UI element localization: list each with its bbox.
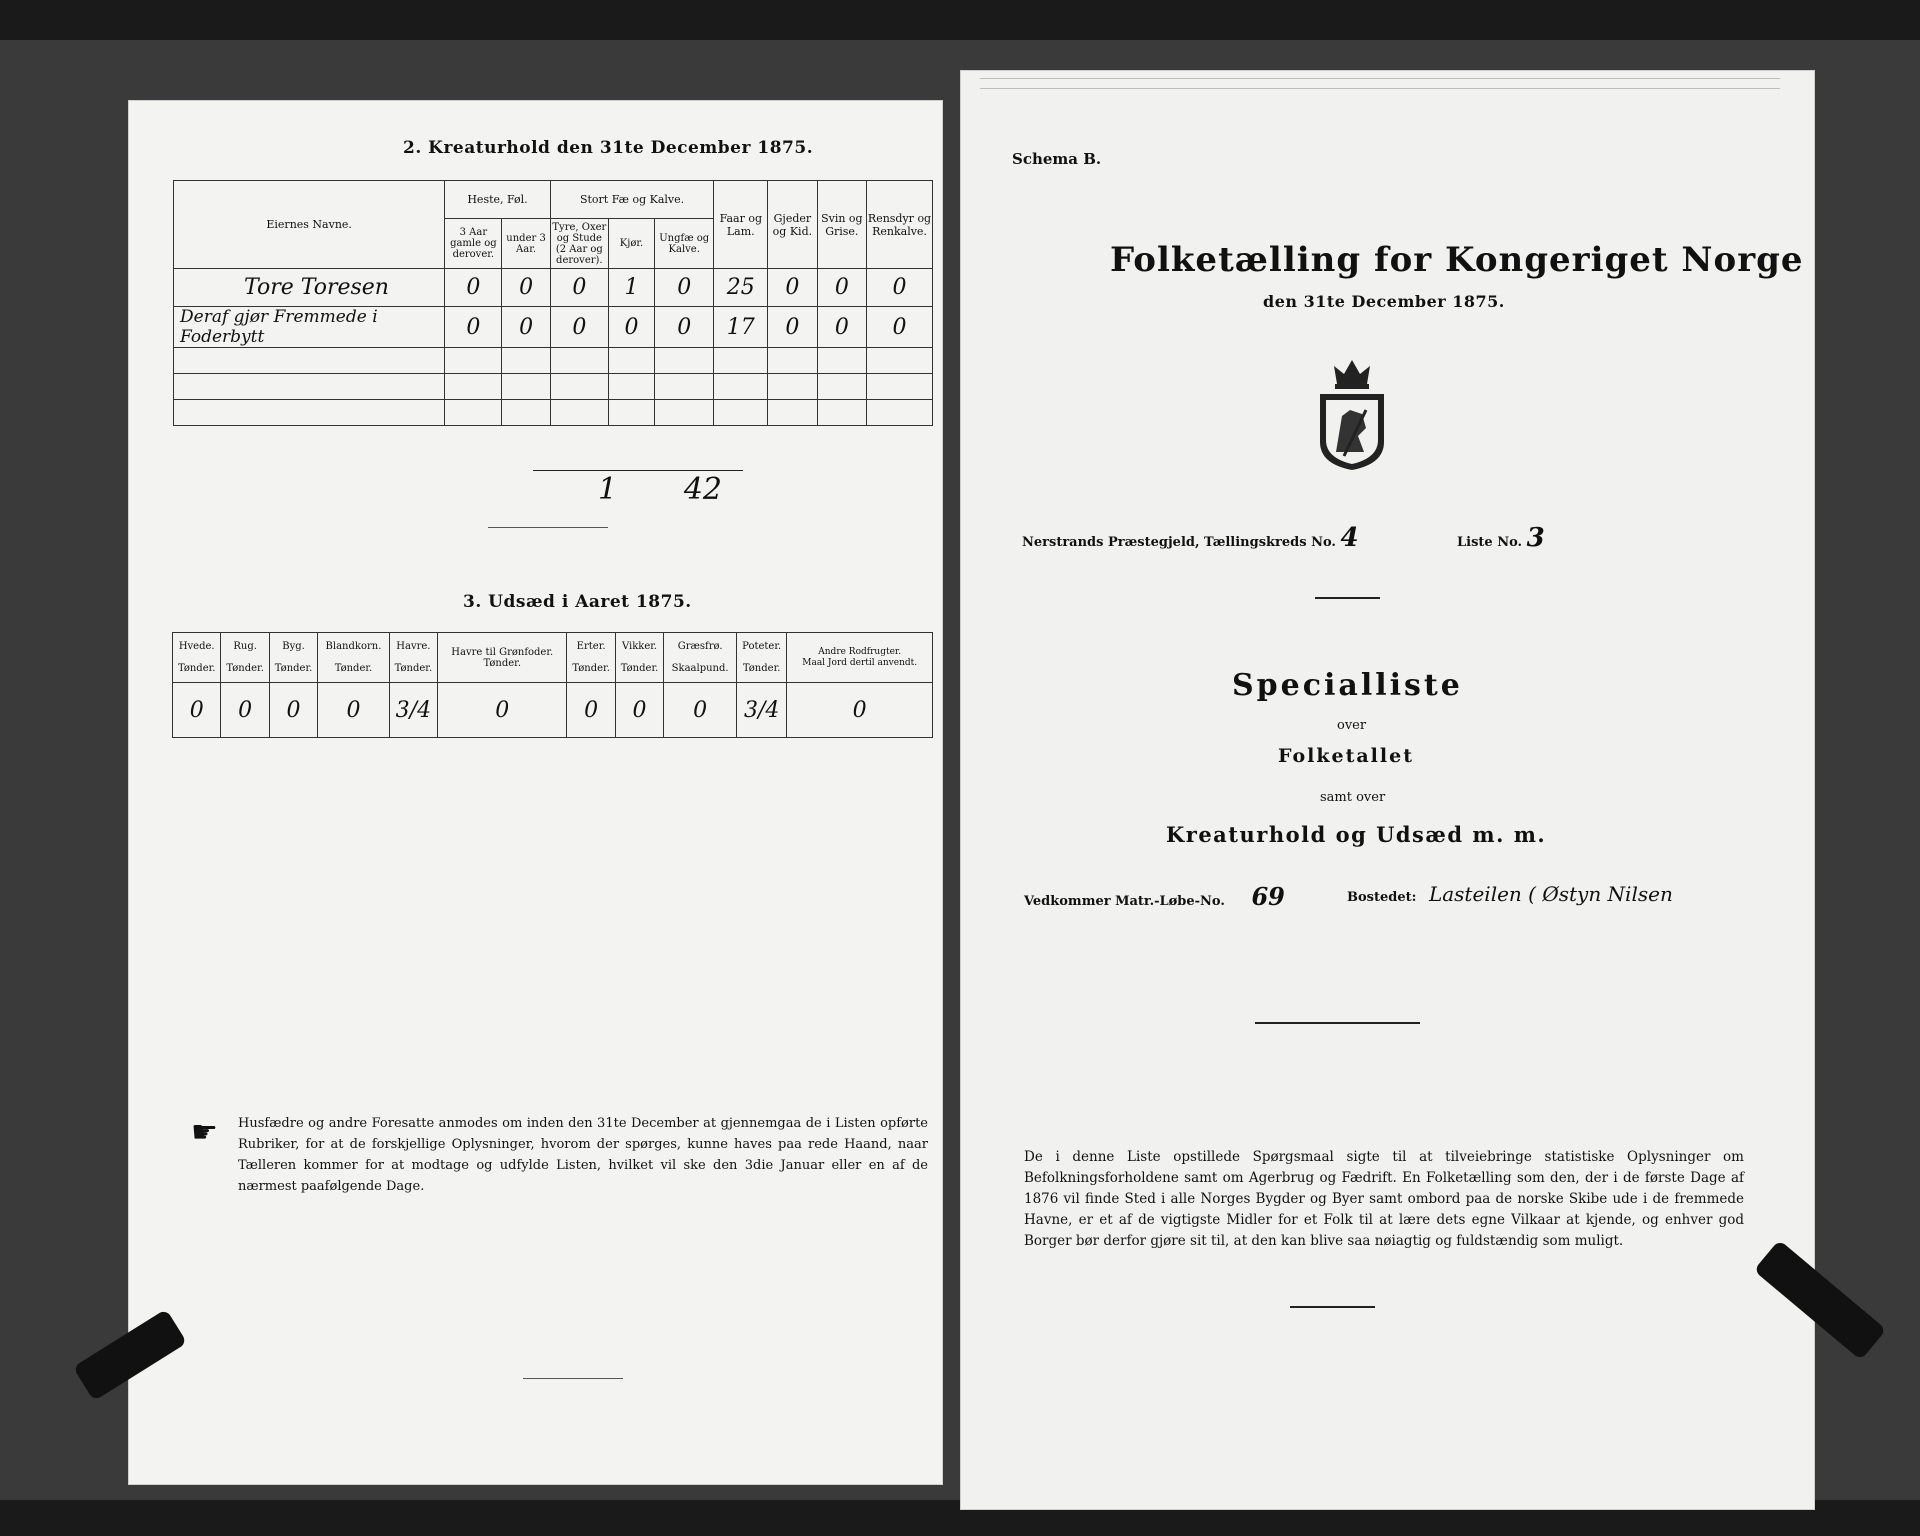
heste-a-header: 3 Aar gamle og derover. bbox=[445, 219, 502, 269]
stort-b-header: Kjør. bbox=[608, 219, 654, 269]
page-edge-line bbox=[980, 88, 1780, 89]
bostedet-value: Lasteilen ( Østyn Nilsen bbox=[1428, 882, 1673, 906]
liste-label bbox=[1457, 523, 1545, 553]
cell: 17 bbox=[714, 307, 768, 348]
divider bbox=[1315, 597, 1380, 599]
cell: 0 bbox=[502, 307, 550, 348]
cell: 0 bbox=[768, 307, 817, 348]
udsaed-header: Havre til Grønfoder. Tønder. bbox=[438, 633, 567, 683]
cell: 0 bbox=[867, 269, 933, 307]
cell: 25 bbox=[714, 269, 768, 307]
udsaed-header: Vikker. Tønder. bbox=[615, 633, 663, 683]
prestegjeld-label bbox=[1022, 523, 1359, 553]
table-row bbox=[174, 400, 933, 426]
cell: 0 bbox=[502, 269, 550, 307]
udsaed-header: Andre Rodfrugter. Maal Jord dertil anvendt. bbox=[787, 633, 933, 683]
coat-of-arms-icon bbox=[1312, 352, 1392, 472]
divider bbox=[488, 527, 608, 528]
matr-number: 69 bbox=[1251, 882, 1285, 911]
cell: 0 bbox=[550, 269, 608, 307]
over-text: over bbox=[1337, 718, 1367, 733]
table-row bbox=[173, 683, 933, 738]
livestock-table bbox=[173, 180, 933, 426]
cell: 0 bbox=[445, 269, 502, 307]
liste-number: 3 bbox=[1526, 523, 1545, 553]
divider bbox=[523, 1378, 623, 1379]
tally-note: 1 42 bbox=[598, 472, 723, 507]
samt-over-text: samt over bbox=[1320, 790, 1386, 805]
cell: 0 bbox=[438, 683, 567, 738]
cell: 0 bbox=[787, 683, 933, 738]
matr-label: Vedkommer Matr.-Løbe-No. bbox=[1024, 894, 1225, 909]
cell: 0 bbox=[615, 683, 663, 738]
heste-header: Heste, Føl. bbox=[445, 181, 550, 219]
cell: 0 bbox=[269, 683, 317, 738]
info-paragraph: De i denne Liste opstillede Spørgsmaal sigte til at tilveiebringe statistiske Oplysninger om Befolkningsforholdene samt om Agerbrug og Fædrift. En Folketælling som den, der i de første Dage af 1876 vil finde Sted i alle Norges Bygder og Byer samt ombord paa de norske Skibe ude i de fremmede Havne, er et af de vigtigste Midler for et Folk til at lære dets egne Vilkaar at kjende, og enhver god Borger bør derfor gjøre sit til, at den kan blive saa nøiagtig og fuldstændig som muligt. bbox=[1024, 1149, 1744, 1249]
cell: 3/4 bbox=[737, 683, 787, 738]
cell: 0 bbox=[867, 307, 933, 348]
cell: 0 bbox=[173, 683, 221, 738]
svin-header: Svin og Grise. bbox=[817, 181, 866, 269]
udsaed-header: Hvede. Tønder. bbox=[173, 633, 221, 683]
cell: 0 bbox=[550, 307, 608, 348]
cell: 0 bbox=[768, 269, 817, 307]
stort-a-header: Tyre, Oxer og Stude (2 Aar og derover). bbox=[550, 219, 608, 269]
pointing-hand-icon: ☛ bbox=[191, 1115, 218, 1150]
cell: 0 bbox=[817, 269, 866, 307]
udsaed-header: Byg. Tønder. bbox=[269, 633, 317, 683]
bostedet-label: Bostedet: bbox=[1347, 890, 1417, 905]
schema-label: Schema B. bbox=[1012, 150, 1102, 168]
table-row bbox=[174, 348, 933, 374]
owner-name: Tore Toresen bbox=[174, 269, 445, 307]
cell: 0 bbox=[608, 307, 654, 348]
stort-header: Stort Fæ og Kalve. bbox=[550, 181, 714, 219]
divider bbox=[1290, 1306, 1375, 1308]
owner-name: Deraf gjør Fremmede i Foderbytt bbox=[174, 307, 445, 348]
cell: 0 bbox=[445, 307, 502, 348]
prestegjeld-text: Nerstrands Præstegjeld, Tællingskreds No. bbox=[1022, 535, 1336, 550]
cell: 3/4 bbox=[389, 683, 437, 738]
stort-c-header: Ungfæ og Kalve. bbox=[655, 219, 714, 269]
table-row bbox=[174, 269, 933, 307]
udsaed-table bbox=[172, 632, 933, 738]
udsaed-header: Rug. Tønder. bbox=[221, 633, 269, 683]
udsaed-header: Erter. Tønder. bbox=[567, 633, 615, 683]
right-page bbox=[960, 70, 1815, 1510]
section3-title: 3. Udsæd i Aaret 1875. bbox=[463, 592, 692, 612]
cell: 0 bbox=[655, 307, 714, 348]
rensdyr-header: Rensdyr og Renkalve. bbox=[867, 181, 933, 269]
faar-header: Faar og Lam. bbox=[714, 181, 768, 269]
matr-row bbox=[1024, 882, 1285, 911]
tally-rule bbox=[533, 470, 743, 471]
bostedet-row bbox=[1347, 882, 1673, 906]
tellingskreds-number: 4 bbox=[1340, 523, 1359, 553]
cell: 0 bbox=[655, 269, 714, 307]
section2-title: 2. Kreaturhold den 31te December 1875. bbox=[403, 138, 814, 158]
udsaed-header: Blandkorn. Tønder. bbox=[318, 633, 389, 683]
notice-text: Husfædre og andre Foresatte anmodes om inden den 31te December at gjennemgaa de i Listen opførte Rubriker, for at de forskjellige Oplysninger, hvorom der spørges, kunne haves paa rede Haand, naar Tælleren kommer for at modtage og udfylde Listen, hvilket vil ske den 3die Januar eller en af de nærmest paafølgende Dage. bbox=[238, 1116, 928, 1194]
cell: 0 bbox=[221, 683, 269, 738]
census-date: den 31te December 1875. bbox=[1263, 292, 1505, 311]
specialliste-title: Specialliste bbox=[1232, 668, 1463, 703]
cell: 1 bbox=[608, 269, 654, 307]
divider bbox=[1255, 1022, 1420, 1024]
left-page bbox=[128, 100, 943, 1485]
gjeder-header: Gjeder og Kid. bbox=[768, 181, 817, 269]
udsaed-header: Græsfrø. Skaalpund. bbox=[664, 633, 737, 683]
cell: 0 bbox=[664, 683, 737, 738]
udsaed-header: Havre. Tønder. bbox=[389, 633, 437, 683]
cell: 0 bbox=[318, 683, 389, 738]
cell: 0 bbox=[817, 307, 866, 348]
main-title: Folketælling for Kongeriget Norge bbox=[1110, 240, 1804, 280]
folketallet-title: Folketallet bbox=[1278, 745, 1414, 767]
table-row bbox=[174, 374, 933, 400]
liste-text: Liste No. bbox=[1457, 535, 1523, 550]
udsaed-header: Poteter. Tønder. bbox=[737, 633, 787, 683]
kreaturhold-title: Kreaturhold og Udsæd m. m. bbox=[1166, 822, 1547, 847]
page-edge-line bbox=[980, 78, 1780, 79]
heste-b-header: under 3 Aar. bbox=[502, 219, 550, 269]
cell: 0 bbox=[567, 683, 615, 738]
table-row bbox=[174, 307, 933, 348]
scan-border-top bbox=[0, 0, 1920, 40]
owner-header: Eiernes Navne. bbox=[174, 181, 445, 269]
